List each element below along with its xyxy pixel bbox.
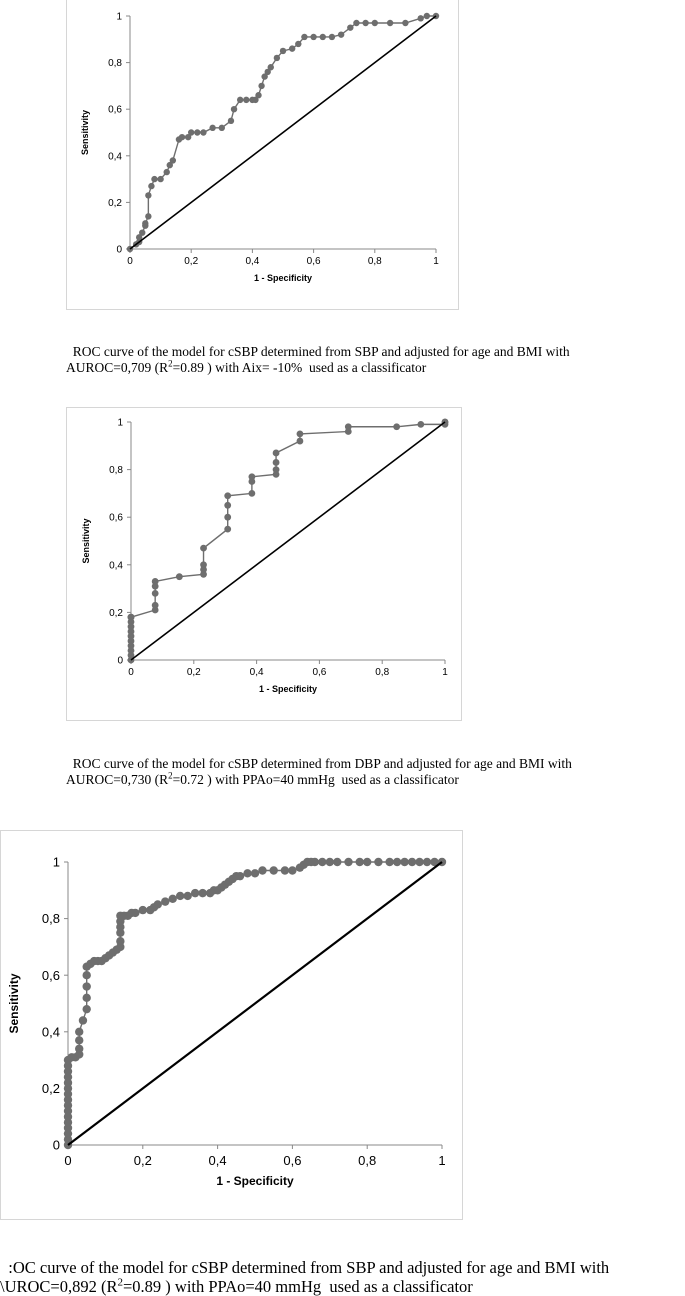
- x-tick-label: 0,2: [184, 256, 199, 267]
- caption-1-line-1: ROC curve of the model for cSBP determined from SBP and adjusted for age and BMI with: [72, 344, 570, 359]
- y-tick-label: 0,2: [108, 197, 122, 209]
- roc-data-point: [243, 869, 251, 877]
- roc-data-point: [424, 13, 430, 19]
- roc-data-point: [320, 34, 326, 40]
- roc-data-point: [83, 994, 91, 1002]
- roc-data-point: [219, 125, 225, 131]
- roc-data-point: [179, 134, 185, 140]
- roc-chart-3: [0, 830, 461, 1218]
- roc-data-point: [75, 1028, 83, 1036]
- caption-3-line-1: :OC curve of the model for cSBP determined from SBP and adjusted for age and BMI with: [8, 1258, 610, 1277]
- roc-data-point: [224, 526, 231, 533]
- roc-data-point: [152, 578, 159, 585]
- roc-data-point: [387, 20, 393, 26]
- roc-data-point: [200, 545, 207, 552]
- y-tick-label: 1: [116, 11, 122, 23]
- roc-data-point: [362, 20, 368, 26]
- roc-data-point: [268, 64, 274, 70]
- roc-data-point: [347, 24, 353, 30]
- y-tick-label: 0,2: [41, 1080, 60, 1096]
- roc-data-point: [152, 590, 159, 597]
- roc-data-point: [191, 889, 199, 897]
- x-tick-label: 0,6: [283, 1153, 302, 1168]
- y-tick-label: 0,2: [109, 607, 123, 619]
- reference-diagonal-line: [68, 862, 442, 1145]
- roc-data-point: [408, 858, 416, 866]
- caption-1-superscript: 2: [168, 358, 173, 369]
- roc-data-point: [198, 889, 206, 897]
- x-tick-label: 0,6: [312, 667, 327, 678]
- roc-data-point: [281, 866, 289, 874]
- roc-data-point: [116, 937, 124, 945]
- caption-2-line-2-end: =0.72 ) with PPAo=40 mmHg used as a classificator: [172, 772, 459, 787]
- roc-data-point: [151, 176, 157, 182]
- roc-data-point: [255, 92, 261, 98]
- roc-data-point: [128, 614, 135, 621]
- roc-data-point: [329, 34, 335, 40]
- roc-data-point: [157, 176, 163, 182]
- roc-data-point: [161, 897, 169, 905]
- x-tick-label: 0,2: [133, 1153, 152, 1168]
- roc-data-point: [415, 858, 423, 866]
- y-tick-label: 0,4: [108, 151, 122, 163]
- roc-data-point: [270, 866, 278, 874]
- caption-2: [66, 740, 572, 788]
- roc-data-point: [258, 83, 264, 89]
- roc-data-point: [393, 423, 400, 430]
- roc-data-point: [356, 858, 364, 866]
- roc-data-point: [139, 229, 145, 235]
- caption-3: [0, 1239, 609, 1296]
- roc-data-point: [280, 48, 286, 54]
- roc-data-point: [236, 872, 244, 880]
- roc-data-point: [200, 561, 207, 568]
- x-tick-label: 0,6: [306, 256, 321, 267]
- x-tick-label: 0: [64, 1153, 72, 1168]
- y-tick-label: 0: [52, 1137, 60, 1153]
- roc-data-point: [224, 492, 231, 499]
- roc-data-point: [152, 602, 159, 609]
- roc-data-point: [248, 490, 255, 497]
- roc-chart-1: [66, 0, 457, 306]
- x-tick-label: 0,4: [245, 256, 260, 267]
- roc-data-point: [145, 213, 151, 219]
- y-tick-label: 0,6: [109, 512, 123, 524]
- caption-1-line-2-end: =0.89 ) with Aix= -10% used as a classificator: [172, 360, 427, 375]
- roc-data-point: [418, 15, 424, 21]
- roc-data-point: [170, 157, 176, 163]
- roc-data-point: [83, 982, 91, 990]
- reference-diagonal-line: [131, 422, 445, 660]
- roc-data-point: [169, 895, 177, 903]
- caption-2-line-1: ROC curve of the model for cSBP determined from DBP and adjusted for age and BMI with: [72, 756, 572, 771]
- roc-data-point: [258, 866, 266, 874]
- y-tick-label: 1: [52, 854, 60, 870]
- caption-3-superscript: 2: [117, 1276, 123, 1289]
- x-tick-label: 0: [127, 256, 133, 267]
- roc-data-point: [145, 192, 151, 198]
- y-tick-label: 0,8: [41, 911, 60, 927]
- roc-data-point: [164, 169, 170, 175]
- roc-data-point: [289, 45, 295, 51]
- roc-data-point: [273, 450, 280, 457]
- roc-data-point: [353, 20, 359, 26]
- roc-data-point: [176, 573, 183, 580]
- x-tick-label: 0: [128, 667, 134, 678]
- x-tick-label: 0,2: [186, 667, 201, 678]
- x-tick-label: 1: [433, 256, 439, 267]
- roc-data-point: [237, 97, 243, 103]
- roc-data-point: [374, 858, 382, 866]
- roc-data-point: [75, 1036, 83, 1044]
- roc-data-point: [295, 41, 301, 47]
- y-tick-label: 0,6: [41, 967, 60, 983]
- roc-data-point: [248, 473, 255, 480]
- roc-data-point: [224, 502, 231, 509]
- roc-data-point: [301, 34, 307, 40]
- y-tick-label: 1: [117, 417, 123, 429]
- roc-data-point: [209, 125, 215, 131]
- roc-data-point: [344, 858, 352, 866]
- roc-data-point: [273, 459, 280, 466]
- y-tick-label: 0,6: [108, 104, 122, 116]
- x-axis-title: 1 - Specificity: [216, 1174, 294, 1188]
- roc-chart-2: [66, 407, 460, 719]
- roc-data-point: [274, 55, 280, 61]
- y-tick-label: 0,8: [109, 465, 123, 477]
- roc-data-point: [251, 869, 259, 877]
- roc-data-point: [402, 20, 408, 26]
- x-tick-label: 0,8: [375, 667, 390, 678]
- y-tick-label: 0,4: [109, 560, 123, 572]
- roc-data-point: [142, 220, 148, 226]
- roc-data-point: [75, 1045, 83, 1053]
- y-axis-title: Sensitivity: [80, 109, 90, 156]
- roc-data-point: [288, 866, 296, 874]
- roc-data-point: [333, 858, 341, 866]
- x-axis-title: 1 - Specificity: [253, 273, 313, 283]
- roc-data-point: [393, 858, 401, 866]
- y-tick-label: 0: [117, 655, 123, 667]
- y-tick-label: 0: [116, 244, 122, 256]
- roc-data-point: [183, 892, 191, 900]
- caption-3-line-2-start: \UROC=0,892 (R: [0, 1277, 118, 1296]
- roc-data-point: [79, 1016, 87, 1024]
- roc-data-point: [400, 858, 408, 866]
- x-tick-label: 0,4: [208, 1153, 227, 1168]
- roc-data-point: [310, 34, 316, 40]
- roc-data-point: [224, 514, 231, 521]
- roc-data-point: [311, 858, 319, 866]
- roc-data-point: [297, 438, 304, 445]
- roc-data-point: [148, 183, 154, 189]
- caption-2-superscript: 2: [168, 770, 173, 781]
- y-axis-title: Sensitivity: [7, 973, 21, 1034]
- roc-data-point: [243, 97, 249, 103]
- roc-data-point: [273, 466, 280, 473]
- roc-data-point: [194, 129, 200, 135]
- roc-data-point: [318, 858, 326, 866]
- roc-data-point: [372, 20, 378, 26]
- roc-data-point: [423, 858, 431, 866]
- x-tick-label: 0,4: [249, 667, 264, 678]
- roc-data-point: [188, 129, 194, 135]
- caption-3-line-2-end: =0.89 ) with PPAo=40 mmHg used as a classificator: [122, 1277, 473, 1296]
- x-tick-label: 1: [438, 1153, 446, 1168]
- x-axis-title: 1 - Specificity: [258, 684, 318, 694]
- roc-data-point: [231, 106, 237, 112]
- x-tick-label: 0,8: [358, 1153, 377, 1168]
- roc-data-point: [417, 421, 424, 428]
- y-tick-label: 0,4: [41, 1024, 60, 1040]
- roc-data-point: [297, 431, 304, 438]
- roc-data-point: [131, 909, 139, 917]
- roc-data-point: [176, 892, 184, 900]
- caption-2-line-2-start: AUROC=0,730 (R: [66, 772, 169, 787]
- y-axis-title: Sensitivity: [81, 518, 91, 564]
- roc-data-point: [385, 858, 393, 866]
- roc-data-point: [154, 900, 162, 908]
- roc-data-point: [363, 858, 371, 866]
- caption-1: [66, 328, 570, 376]
- roc-data-point: [326, 858, 334, 866]
- roc-data-point: [83, 1005, 91, 1013]
- roc-data-point: [228, 118, 234, 124]
- x-tick-label: 1: [442, 667, 448, 678]
- roc-data-point: [200, 129, 206, 135]
- y-tick-label: 0,8: [108, 58, 122, 70]
- roc-data-point: [338, 31, 344, 37]
- roc-data-point: [139, 906, 147, 914]
- caption-1-line-2-start: AUROC=0,709 (R: [66, 360, 169, 375]
- roc-data-point: [83, 971, 91, 979]
- x-tick-label: 0,8: [367, 256, 382, 267]
- roc-data-point: [345, 423, 352, 430]
